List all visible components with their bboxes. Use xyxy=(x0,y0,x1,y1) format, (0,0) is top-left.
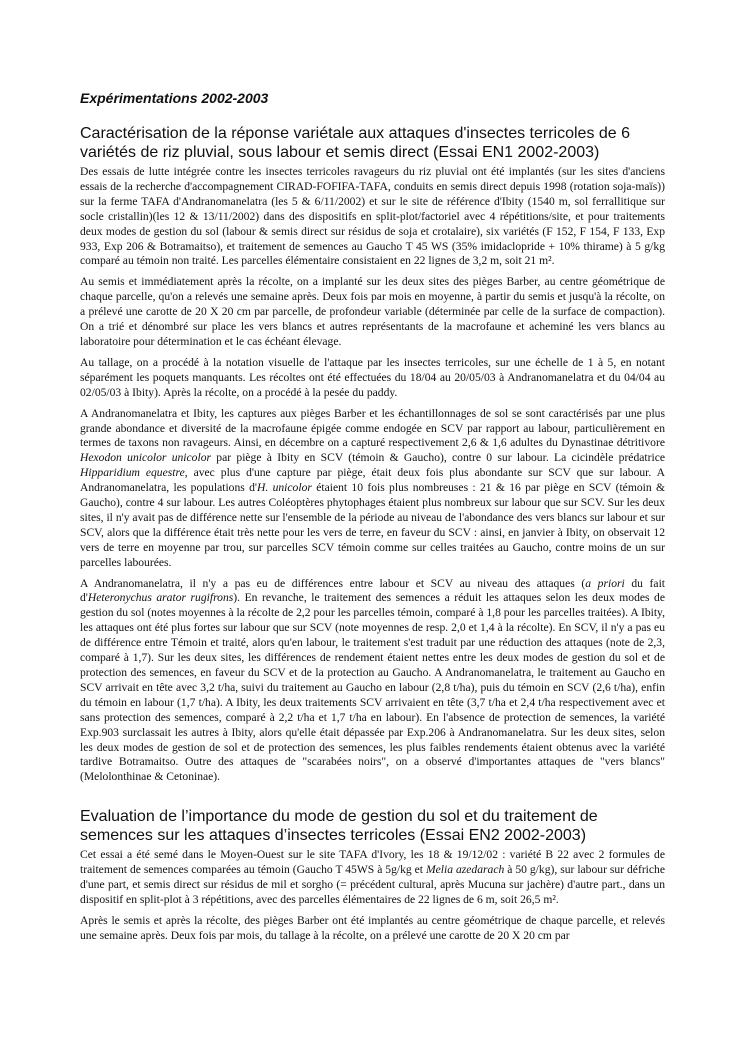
page-title: Expérimentations 2002-2003 xyxy=(80,90,269,106)
text-run: A Andranomanelatra et Ibity, les captures aux pièges Barber et les échantillonnages de sol se sont caractérisés par une plus grande abondance et diversité de la macrofaune épigée comme endogée en SCV par rapport au labour, particulièrement en termes de taxons non ravageurs. Ainsi, en décembre on a capturé respectivement 2,6 & 1,6 adultes du Dynastinae détritivore xyxy=(80,406,665,450)
text-run: Cet essai a été semé dans le Moyen-Ouest sur le site TAFA d'Ivory, les 18 & 19/12/02 : variété B 22 avec 2 formules de traitement de semences comparées au témoin (Gaucho T 45WS à 5g/kg et xyxy=(80,848,665,877)
section-en2 xyxy=(80,807,665,943)
paragraph xyxy=(80,914,665,944)
text-run: étaient 10 fois plus nombreuses : 21 & 16 par piège en SCV (témoin & Gaucho), contre 4 sur labour. Les autres Coléoptères phytophages étaient plus nombreux sur labour que sur SCV. Sur les deux sites, il n'y avait pas de différence nette sur l'ensemble de la période au niveau de l'abondance des vers blancs sur labour et sur SCV, alors que la différence était très nette pour les vers de terre, en faveur du SCV : ainsi, en janvier à Ibity, on observait 12 vers de terre en moyenne par trou, sur parcelles SCV témoin comme sur celles traitées au Gaucho, contre moins de un sur parcelles labourées. xyxy=(80,481,665,569)
text-run: par piège à Ibity en SCV (témoin & Gaucho), contre 0 sur labour. La cicindèle prédatrice xyxy=(211,451,665,465)
text-run: Des essais de lutte intégrée contre les insectes terricoles ravageurs du riz pluvial ont été implantés (sur les sites d'anciens essais de la recherche d'accompagnement CIRAD-FOFIFA-TAFA, conduits en semis direct depuis 1998 (rotation soja-maïs)) sur la ferme TAFA d'Andranomanelatra (les 5 & 6/11/2002) et sur le site de référence d'Ibity (1540 m, sol ferrallitique sur socle cristallin)(les 12 & 13/11/2002) dans des dispositifs en split-plot/factoriel avec 4 répétitions/site, et pour traitements deux modes de gestion du sol (labour & semis direct sur résidus de soja et crotalaire), six variétés (F 152, F 154, F 133, Exp 933, Exp 206 & Botramaitso), et traitement de semences au Gaucho T 45 WS (35% imidaclopride + 10% thirame) à 5 g/kg comparé au témoin non traité. Les parcelles élémentaire consistaient en 22 lignes de 3,2 m, soit 21 m². xyxy=(80,165,665,268)
text-run: ). En revanche, le traitement des semences a réduit les attaques selon les deux modes de gestion du sol (notes moyennes à la récolte de 2,2 pour les parcelles témoin, comparé à 1,8 pour les parcelles traitées). A Ibity, les attaques ont été plus fortes sur labour que sur SCV (note moyennes de resp. 2,0 et 1,4 à la récolte). En SCV, il n'y a pas eu de différence entre Témoin et traité, alors qu'en labour, le traitement s'est traduit par une réduction des attaques (note de 2,3, comparé à 1,7). Sur les deux sites, les différences de rendement étaient nettes entre les deux modes de gestion du sol et de protection des semences, en faveur du SCV et de la protection au Gaucho. A Andranomanelatra, le traitement au Gaucho en SCV arrivait en tête avec 3,2 t/ha, suivi du traitement au Gaucho en labour (2,8 t/ha), puis du témoin en SCV (2,6 t/ha), enfin du témoin en labour (1,7 t/ha). A Ibity, les deux traitements SCV arrivaient en tête (3,7 t/ha et 2,4 t/ha respectivement avec et sans protection des semences, comparé à 2,2 t/ha et 1,7 t/ha en labour). En l'absence de protection de semences, la variété Exp.903 surclassait les autres à Ibity, alors qu'elle était dépassée par Exp.206 à Andranomanelatra. Sur les deux sites, selon les deux modes de gestion de sol et de protection des semences, les plus faibles rendements étaient obtenus avec la variété tardive Botramaitso. Outre des attaques de "scarabées noirs", on a observé d'importantes attaques de "vers blancs" (Melolonthinae & Cetoninae). xyxy=(80,591,665,784)
paragraph xyxy=(80,577,665,786)
paragraph xyxy=(80,356,665,401)
document-page xyxy=(80,90,665,950)
text-run: Après le semis et après la récolte, des pièges Barber ont été implantés au centre géométrique de chaque parcelle, et relevés une semaine après. Deux fois par mois, du tallage à la récolte, on a prélevé une carotte de 20 X 20 cm par xyxy=(80,913,665,942)
italic-text: Hexodon unicolor unicolor xyxy=(80,451,212,465)
text-run: Au semis et immédiatement après la récolte, on a implanté sur les deux sites des pièges Barber, au centre géométrique de chaque parcelle, qu'on a relevés une semaine après. Deux fois par mois en moyenne, à partir du semis et jusqu'à la récolte, on a prélevé une carotte de 20 X 20 cm par parcelle, de profondeur variable (déterminée par celle de la surface de compaction). On a trié et dénombré sur place les vers blancs et autres représentants de la macrofaune et acheminé les vers blancs au laboratoire pour détermination et le cas échéant élevage. xyxy=(80,275,665,348)
italic-text: H. unicolor xyxy=(257,481,312,495)
text-run: à 50 g/kg), sur labour sur défriche d'une part, et semis direct sur résidus de mil et sorgho (= précédent cultural, après Mucuna sur jachère) d'autre part., dans un dispositif en split-plot à 3 répétitions, avec des parcelles élémentaires de 22 lignes de 6 m, soit 26,5 m². xyxy=(80,863,665,906)
paragraph xyxy=(80,165,665,269)
text-run: A Andranomanelatra, il n'y a pas eu de différences entre labour et SCV au niveau des attaques ( xyxy=(80,576,586,590)
italic-text: Melia azedarach xyxy=(425,863,505,877)
section-heading: Evaluation de l’importance du mode de gestion du sol et du traitement de semences sur les attaques d’insectes terricoles (Essai EN2 2002-2003) xyxy=(80,808,598,845)
italic-text: Heteronychus arator rugifrons xyxy=(87,591,234,605)
paragraph xyxy=(80,275,665,350)
text-run: Au tallage, on a procédé à la notation visuelle de l'attaque par les insectes terricoles, sur une échelle de 1 à 5, en notant séparément les poquets manquants. Les récoltes ont été effectuées du 18/04 au 20/05/03 à Andranomanelatra et du 04/04 au 02/05/03 à Ibity). Après la récolte, on a procédé à la pesée du paddy. xyxy=(80,355,665,399)
text-run: , avec plus d'une capture par piège, était deux fois plus abondante sur SCV que sur labour. A Andranomanelatra, les populations d' xyxy=(80,466,665,495)
section-body xyxy=(80,848,665,943)
italic-text: Hipparidium equestre xyxy=(80,466,185,480)
section-heading: Caractérisation de la réponse variétale aux attaques d'insectes terricoles de 6 variétés de riz pluvial, sous labour et semis direct (Essai EN1 2002-2003) xyxy=(80,125,631,161)
text-run: du fait d' xyxy=(80,576,666,605)
section-en1 xyxy=(80,124,665,785)
paragraph xyxy=(80,848,665,908)
section-body xyxy=(80,165,665,785)
italic-text: a priori xyxy=(585,576,625,590)
paragraph xyxy=(80,407,665,571)
